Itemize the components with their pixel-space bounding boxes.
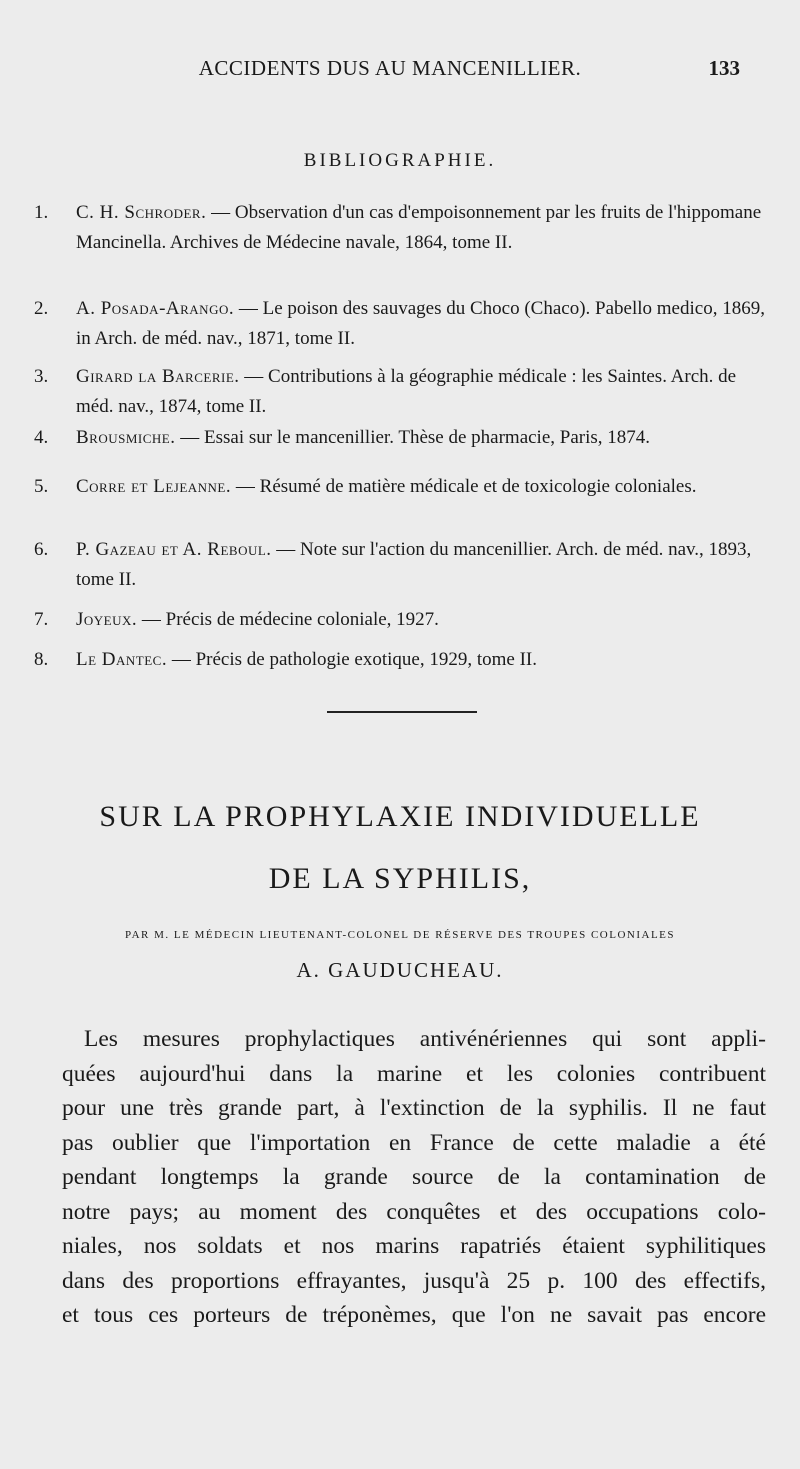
running-header (60, 56, 740, 86)
article-title-line-1: SUR LA PROPHYLAXIE INDIVIDUELLE (99, 800, 701, 833)
bibliography-entry (34, 362, 776, 422)
bibliography-entry (34, 472, 776, 502)
entry-author: Brousmiche. (76, 427, 176, 448)
entry-text-line: — Essai sur le mancenillier. Thèse de pharmacie, Paris, 1874. (180, 427, 651, 448)
entry-text-line: fruits de l'hippomane Mancinella. Archives de Médecine navale, 1864, (76, 202, 762, 253)
entry-author: P. Gazeau et A. Reboul. (76, 539, 272, 560)
entry-author: Girard la Barcerie. (76, 366, 240, 387)
body-text-line: et tous ces porteurs de tréponèmes, que l'on ne savait pas encore (62, 1302, 766, 1328)
entry-text-line: — Précis de médecine coloniale, 1927. (141, 609, 439, 630)
body-text-line: Les mesures prophylactiques antivénériennes qui sont appli- (84, 1026, 766, 1052)
entry-number: 2. (34, 298, 49, 319)
article-title-line-2: DE LA SYPHILIS, (268, 862, 532, 895)
entry-number: 8. (34, 649, 49, 670)
bibliography-entry (34, 605, 776, 635)
entry-number: 7. (34, 609, 49, 630)
bibliography-entry (34, 294, 776, 354)
entry-number: 5. (34, 476, 49, 497)
entry-text-line: Saintes. Arch. de méd. nav., 1874, tome II. (76, 366, 737, 417)
section-divider (327, 711, 477, 713)
article-author: A. GAUDUCHEAU. (296, 958, 504, 982)
entry-number: 1. (34, 202, 49, 223)
body-text-line: pour une très grande part, à l'extinction de la syphilis. Il ne faut (62, 1095, 766, 1121)
entry-author: Le Dantec. (76, 649, 168, 670)
entry-number: 3. (34, 366, 49, 387)
bibliography-entry (34, 645, 776, 675)
body-text-line: pendant longtemps la grande source de la contamination de (62, 1164, 766, 1190)
entry-text-line: — Note sur l'action du mancenillier. Arch. de (276, 539, 622, 560)
entry-author: A. Posada-Arango. (76, 298, 235, 319)
entry-number: 4. (34, 427, 49, 448)
entry-number: 6. (34, 539, 49, 560)
entry-author: Joyeux. (76, 609, 138, 630)
body-text-line: pas oublier que l'importation en France de cette maladie a été (62, 1129, 766, 1156)
entry-text-line: coloniales. (614, 476, 697, 497)
entry-author: Corre et Lejeanne. (76, 476, 232, 497)
entry-text-line: tome II. (452, 232, 513, 253)
article-body (62, 1022, 766, 1333)
running-title: ACCIDENTS DUS AU MANCENILLIER. (198, 56, 582, 80)
entry-author: C. H. Schroder. (76, 202, 207, 223)
entry-text-line: — Précis de pathologie exotique, 1929, tome II. (171, 649, 537, 670)
entry-text-line: — Le poison des sauvages du Choco (Chaco). Pabello (238, 298, 653, 319)
entry-text-line: — Résumé de matière médicale et de toxicologie (235, 476, 610, 497)
page-number: 133 (708, 56, 740, 80)
bibliography-entry (34, 423, 776, 453)
article-byline: PAR M. LE MÉDECIN LIEUTENANT-COLONEL DE RÉSERVE DES TROUPES COLONIALES (124, 929, 676, 941)
body-text-line: notre pays; au moment des conquêtes et des occupations colo- (62, 1198, 766, 1225)
bibliography-entry (34, 198, 776, 258)
bibliography-heading: BIBLIOGRAPHIE. (303, 150, 497, 171)
entry-text-line: medico, 1869, in Arch. de méd. nav., 1871, tome II. (76, 298, 765, 349)
body-text-line: dans des proportions effrayantes, jusqu'à 25 p. 100 des effectifs, (62, 1267, 766, 1294)
bibliography-entry (34, 535, 776, 595)
entry-text-line: — Observation d'un cas d'empoisonnement par les (211, 202, 596, 223)
body-text-line: niales, nos soldats et nos marins rapatriés étaient syphilitiques (62, 1233, 766, 1259)
entry-text-line: méd. nav., 1893, tome II. (76, 539, 752, 590)
body-text-line: quées aujourd'hui dans la marine et les colonies contribuent (62, 1060, 766, 1087)
entry-text-line: — Contributions à la géographie médicale : les (244, 366, 603, 387)
